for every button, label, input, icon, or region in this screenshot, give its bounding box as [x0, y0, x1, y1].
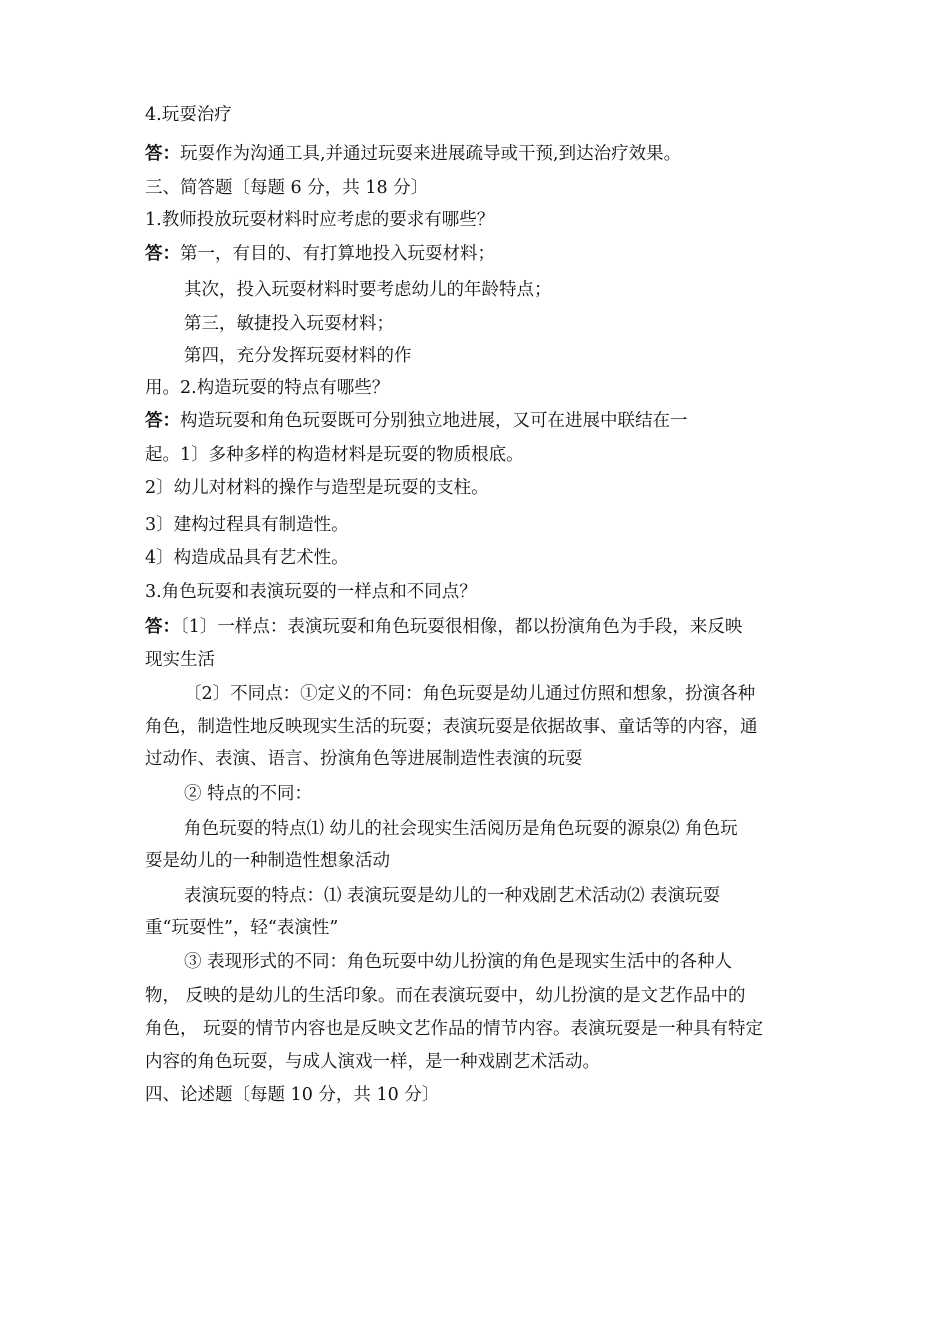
- answer-line: [145, 477, 489, 499]
- text-line: 四、论述题〔每题 10 分，共 10 分〕: [145, 1085, 440, 1105]
- text-line: ③ 表现形式的不同：角色玩耍中幼儿扮演的角色是现实生活中的各种人: [184, 952, 733, 972]
- text-line: 三、简答题〔每题 6 分，共 18 分〕: [145, 178, 429, 198]
- section-heading: [145, 177, 428, 199]
- answer-label: 答：: [145, 244, 180, 264]
- text-line: 4〕构造成品具有艺术性。: [145, 548, 349, 568]
- text-line: 〔2〕不同点：①定义的不同：角色玩耍是幼儿通过仿照和想象，扮演各种: [184, 684, 756, 704]
- answer-line: [145, 649, 215, 671]
- text-line: 角色，制造性地反映现实生活的玩耍；表演玩耍是依据故事、童话等的内容，通: [145, 717, 758, 737]
- text-line: 2〕幼儿对材料的操作与造型是玩耍的支柱。: [145, 478, 489, 498]
- text-line: 用。2.构造玩耍的特点有哪些？: [145, 378, 390, 398]
- answer-line: [184, 345, 412, 367]
- answer-line: [145, 917, 338, 939]
- answer-line: [145, 547, 349, 569]
- answer-label: 答：: [145, 144, 180, 164]
- text-line: 物， 反映的是幼儿的生活印象。而在表演玩耍中，幼儿扮演的是文艺作品中的: [145, 986, 746, 1006]
- answer-label: 答：: [145, 617, 180, 637]
- answer-line: [184, 783, 312, 805]
- text-line: 内容的角色玩耍，与成人演戏一样，是一种戏剧艺术活动。: [145, 1052, 600, 1072]
- answer-line: [184, 951, 732, 973]
- answer-line: [145, 748, 583, 770]
- section-heading: [145, 1084, 439, 1106]
- answer-line: [184, 683, 755, 705]
- text-line: 3.角色玩耍和表演玩耍的一样点和不同点？: [145, 582, 477, 602]
- answer-line: [145, 1018, 763, 1040]
- text-line: 1.教师投放玩耍材料时应考虑的要求有哪些？: [145, 210, 495, 230]
- answer-line: [145, 243, 495, 265]
- text-line: 第一，有目的、有打算地投入玩耍材料；: [180, 244, 495, 264]
- text-line: 现实生活: [145, 650, 215, 670]
- answer-line: [145, 444, 524, 466]
- text-line: 表演玩耍的特点：⑴ 表演玩耍是幼儿的一种戏剧艺术活动⑵ 表演玩耍: [184, 886, 721, 906]
- answer-label: 答：: [145, 411, 180, 431]
- answer-line: [184, 818, 738, 840]
- text-line: 第三，敏捷投入玩耍材料；: [184, 314, 394, 334]
- answer-line: [145, 716, 758, 738]
- text-line: 4.玩耍治疗: [145, 105, 232, 125]
- text-line: 耍是幼儿的一种制造性想象活动: [145, 851, 390, 871]
- answer-line: [145, 1051, 600, 1073]
- text-line: 起。1〕多种多样的构造材料是玩耍的物质根底。: [145, 445, 524, 465]
- question-line: [145, 581, 477, 603]
- text-line: 3〕建构过程具有制造性。: [145, 515, 349, 535]
- text-line: 〔1〕一样点：表演玩耍和角色玩耍很相像，都以扮演角色为手段，来反映: [180, 617, 743, 637]
- text-line: 重“玩耍性”，轻“表演性”: [145, 918, 339, 938]
- answer-line: [184, 885, 720, 907]
- answer-line: [145, 850, 390, 872]
- section-item-title: [145, 104, 232, 126]
- text-line: 其次，投入玩耍材料时要考虑幼儿的年龄特点；: [184, 280, 552, 300]
- text-line: 角色玩耍的特点⑴ 幼儿的社会现实生活阅历是角色玩耍的源泉⑵ 角色玩: [184, 819, 738, 839]
- answer-line: [145, 616, 742, 638]
- answer-line: [184, 313, 394, 335]
- text-line: 构造玩耍和角色玩耍既可分别独立地进展，又可在进展中联结在一: [180, 411, 688, 431]
- answer-line: [145, 985, 746, 1007]
- answer-line: [145, 410, 688, 432]
- text-line: 第四，充分发挥玩耍材料的作: [184, 346, 412, 366]
- text-line: ② 特点的不同：: [184, 784, 313, 804]
- answer-line: [184, 279, 552, 301]
- text-line: 过动作、表演、语言、扮演角色等进展制造性表演的玩耍: [145, 749, 583, 769]
- question-line: [145, 377, 389, 399]
- question-line: [145, 209, 494, 231]
- text-line: 角色， 玩耍的情节内容也是反映文艺作品的情节内容。表演玩耍是一种具有特定: [145, 1019, 764, 1039]
- answer-line: [145, 514, 349, 536]
- text-line: 玩耍作为沟通工具,并通过玩耍来进展疏导或干预,到达治疗效果。: [180, 144, 682, 164]
- answer-line: [145, 143, 681, 165]
